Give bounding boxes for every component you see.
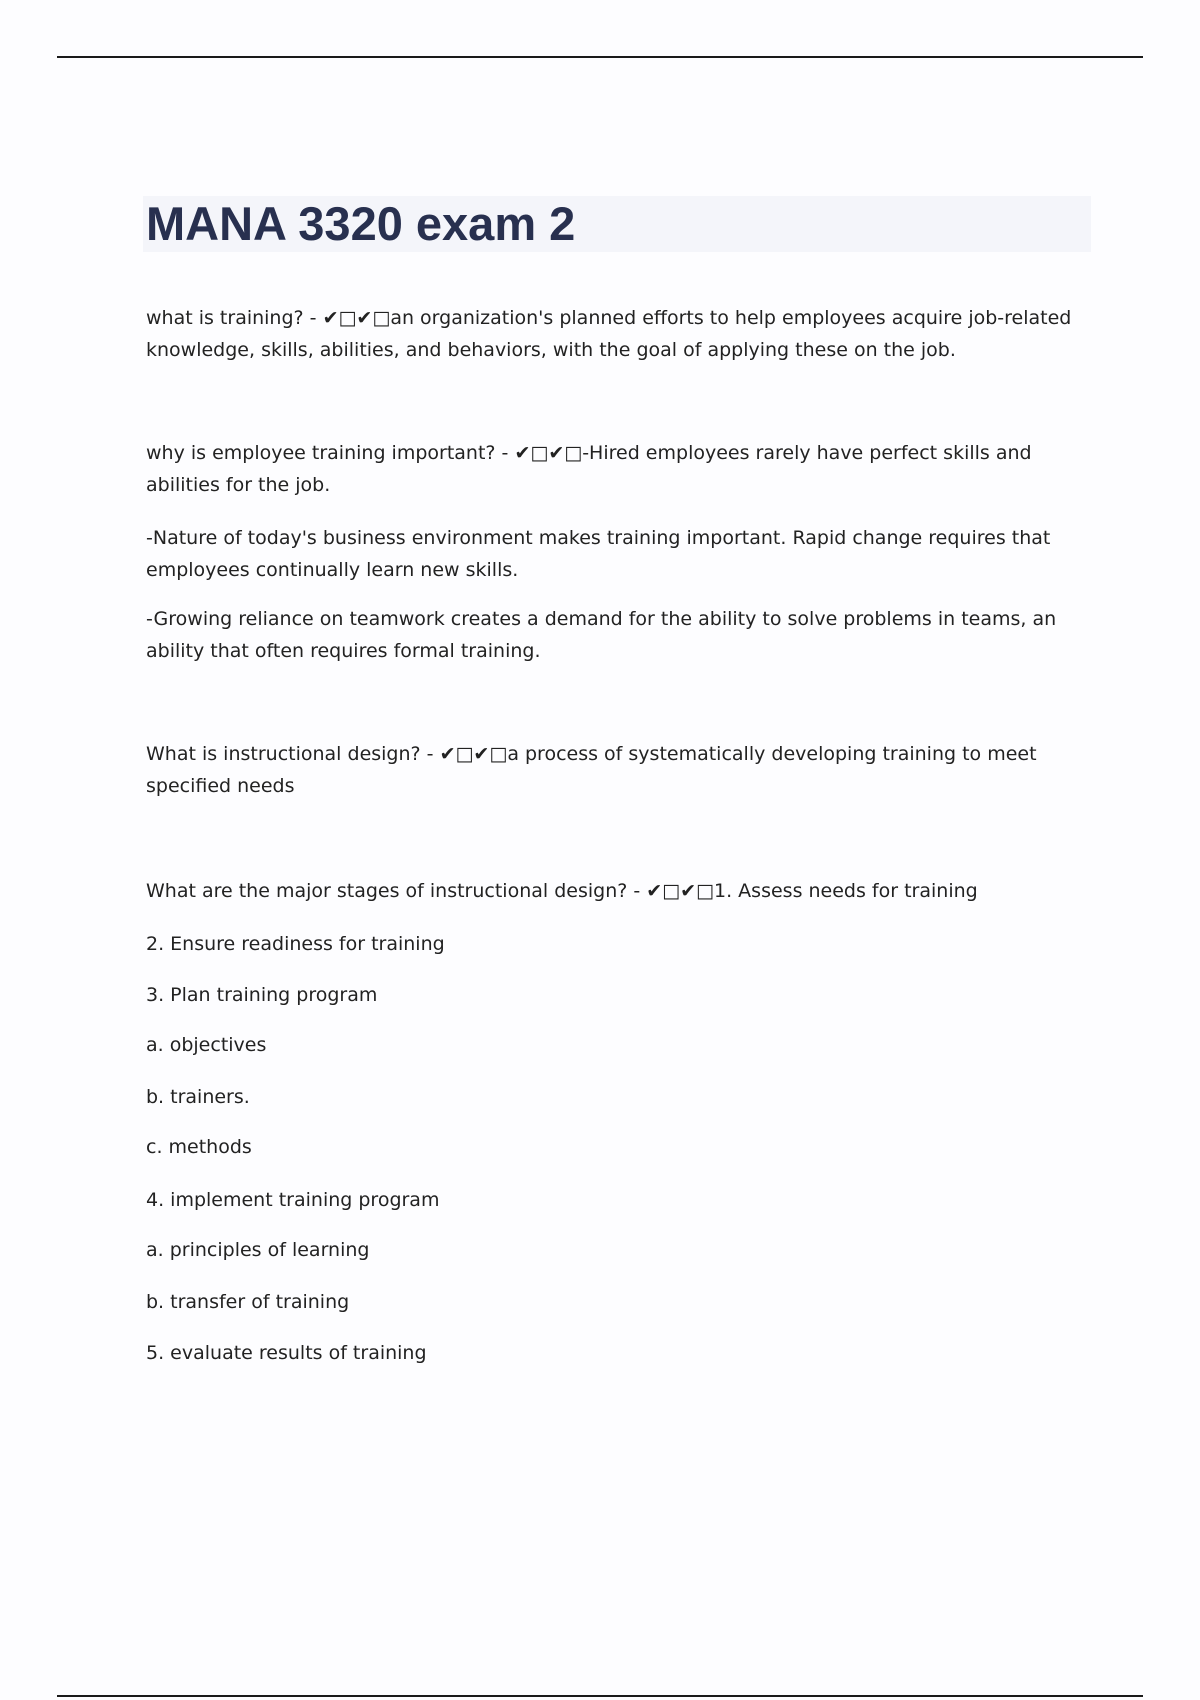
answer-text: -Hired employees rarely have perfect skills and abilities for the job. [146,442,1032,496]
answer-text: a process of systematically developing training to meet specified needs [146,743,1037,797]
list-item: a. principles of learning [146,1239,370,1261]
question-text: why is employee training important? - [146,442,515,464]
list-item: c. methods [146,1136,252,1158]
qa-instructional-design [146,738,1091,802]
list-item: a. objectives [146,1034,267,1056]
list-item: 2. Ensure readiness for training [146,933,445,955]
question-text: What are the major stages of instructional design? - [146,880,647,902]
list-item: b. transfer of training [146,1291,350,1313]
list-item: 4. implement training program [146,1189,440,1211]
checkmark-separator-icon: ✔□✔□ [439,743,508,765]
list-item: 5. evaluate results of training [146,1342,427,1364]
qa-what-is-training [146,302,1091,366]
answer-text: 1. Assess needs for training [714,880,978,902]
document-title: MANA 3320 exam 2 [146,197,576,250]
checkmark-separator-icon: ✔□✔□ [514,442,583,464]
checkmark-separator-icon: ✔□✔□ [646,880,715,902]
qa-major-stages [146,875,1091,907]
bottom-rule [57,1695,1143,1697]
question-text: What is instructional design? - [146,743,440,765]
checkmark-separator-icon: ✔□✔□ [322,307,391,329]
qa-why-training-important [146,437,1091,501]
list-item: b. trainers. [146,1086,250,1108]
answer-text: an organization's planned efforts to help employees acquire job-related knowledge, skills, abilities, and behaviors, with the goal of applying these on the job. [146,307,1072,361]
top-rule [57,56,1143,58]
list-item: 3. Plan training program [146,984,378,1006]
question-text: what is training? - [146,307,323,329]
answer-paragraph: -Nature of today's business environment makes training important. Rapid change requires that employees continually learn new skills. [146,527,1051,581]
answer-paragraph: -Growing reliance on teamwork creates a demand for the ability to solve problems in teams, an ability that often requires formal training. [146,608,1057,662]
